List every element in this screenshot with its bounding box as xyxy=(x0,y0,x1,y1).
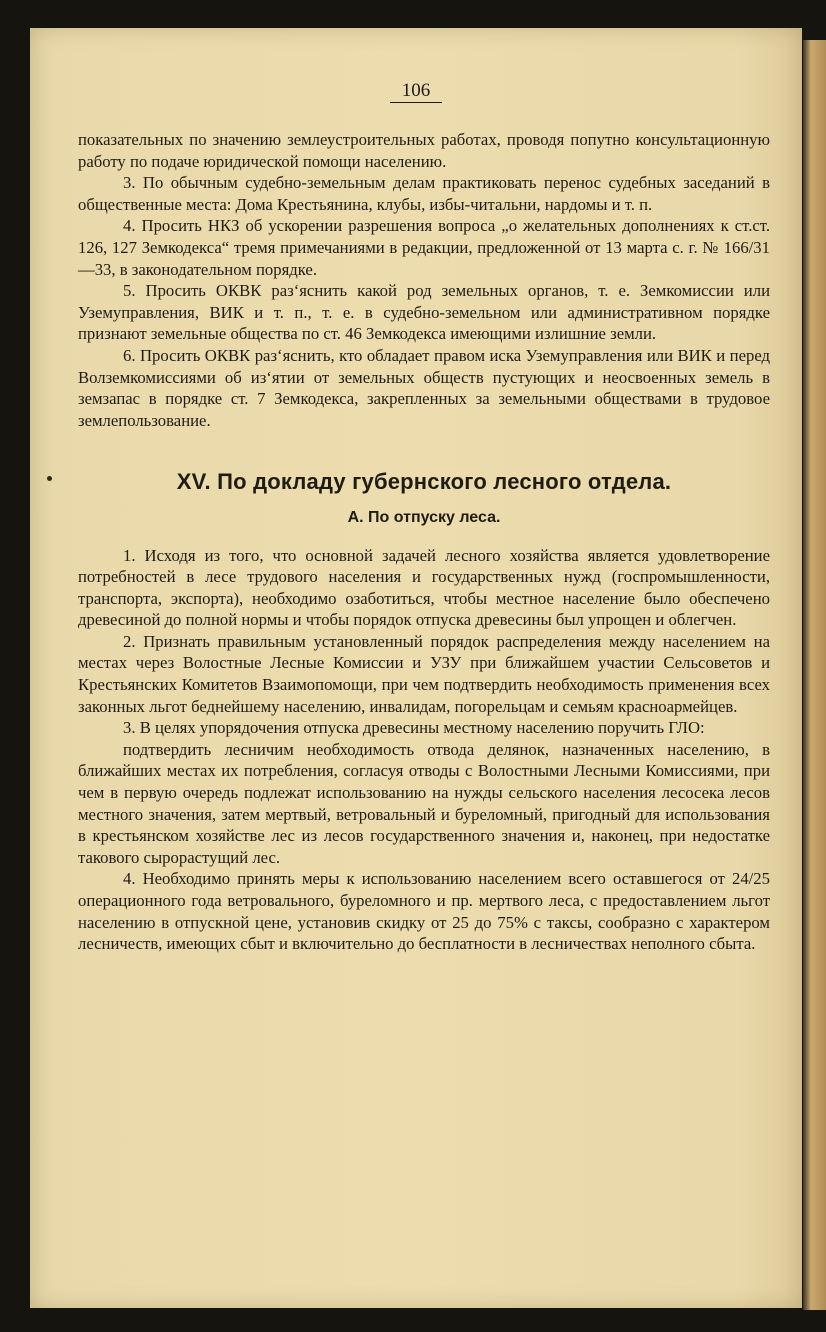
page-number: 106 xyxy=(30,80,802,102)
paragraph: 1. Исходя из того, что основной задачей лесного хозяйства является удовлетворение потребностей в лесе трудового населения и государственных нужд (госпромышленности, транспорта, экспорта), необходимо озаботиться, чтобы местное население было обеспечено древесиной до полной нормы и чтобы порядок отпуска древесины был упрощен и облегчен. xyxy=(78,545,770,630)
subsection-title: А. По отпуску леса. xyxy=(347,508,501,526)
paragraph: 4. Просить НКЗ об ускорении разрешения вопроса „о желательных дополнениях к ст.ст. 126, 127 Земкодекса“ тремя примечаниями в редакции, предложенной от 13 марта с. г. № 166/31—33, в законодательном порядке. xyxy=(78,216,770,279)
section-title: XV. По докладу губернского лесного отдела. xyxy=(176,469,672,495)
paragraph: показательных по значению землеустроительных работах, проводя попутно консультационную работу по подаче юридической помощи населению. xyxy=(78,130,770,171)
paragraph: 3. В целях упорядочения отпуска древесины местному населению поручить ГЛО: xyxy=(123,718,705,738)
paragraph: 6. Просить ОКВК раз‘яснить, кто обладает правом иска Уземуправления или ВИК и перед Волземкомиссиями об из‘ятии от земельных обществ пустующих и неосвоенных земель в земзапас в порядке ст. 7 Земкодекса, закрепленных за земельными обществами в трудовое землепользование. xyxy=(78,345,770,430)
paragraph: 4. Необходимо принять меры к использованию населением всего оставшегося от 24/25 операционного года ветровального, буреломного и пр. мертвого леса, с предоставлением льгот населению в отпускной цене, установив скидку от 25 до 75% с таксы, сообразно с характером лесничеств, имеющих сбыт и включительно до бесплатности в лесничествах неполного сбыта. xyxy=(78,869,770,954)
paragraph: 2. Признать правильным установленный порядок распределения между населением на местах через Волостные Лесные Комиссии и УЗУ при ближайшем участии Сельсоветов и Крестьянских Комитетов Взаимопомощи, при чем подтвердить необходимость применения всех законных льгот беднейшему населению, инвалидам, погорельцам и семьям красноармейцев. xyxy=(78,631,770,716)
paragraph: 5. Просить ОКВК раз‘яснить какой род земельных органов, т. е. Земкомиссии или Уземуправления, ВИК и т. п., т. е. в судебно-земельном или административном порядке признают земельные общества по ст. 46 Земкодекса имеющими излишние земли. xyxy=(78,281,770,344)
document-page xyxy=(30,28,802,1308)
book-edge xyxy=(803,40,826,1310)
paragraph: 3. По обычным судебно-земельным делам практиковать перенос судебных заседаний в общественные места: Дома Крестьянина, клубы, избы-читальни, нардомы и т. п. xyxy=(78,173,770,214)
ink-dot xyxy=(47,476,52,481)
page-text xyxy=(78,129,770,955)
paragraph: подтвердить лесничим необходимость отвода делянок, назначенных населению, в ближайших местах их потребления, согласуя отводы с Волостными Лесными Комиссиями, при чем в первую очередь подлежат использованию на нужды сельского населения лесосека лесов местного значения, затем мертвый, ветровальный и буреломный, пригодный для использования в крестьянском хозяйстве лес из лесов государственного значения и, наконец, при недостатке такового сырорастущий лес. xyxy=(78,739,770,867)
